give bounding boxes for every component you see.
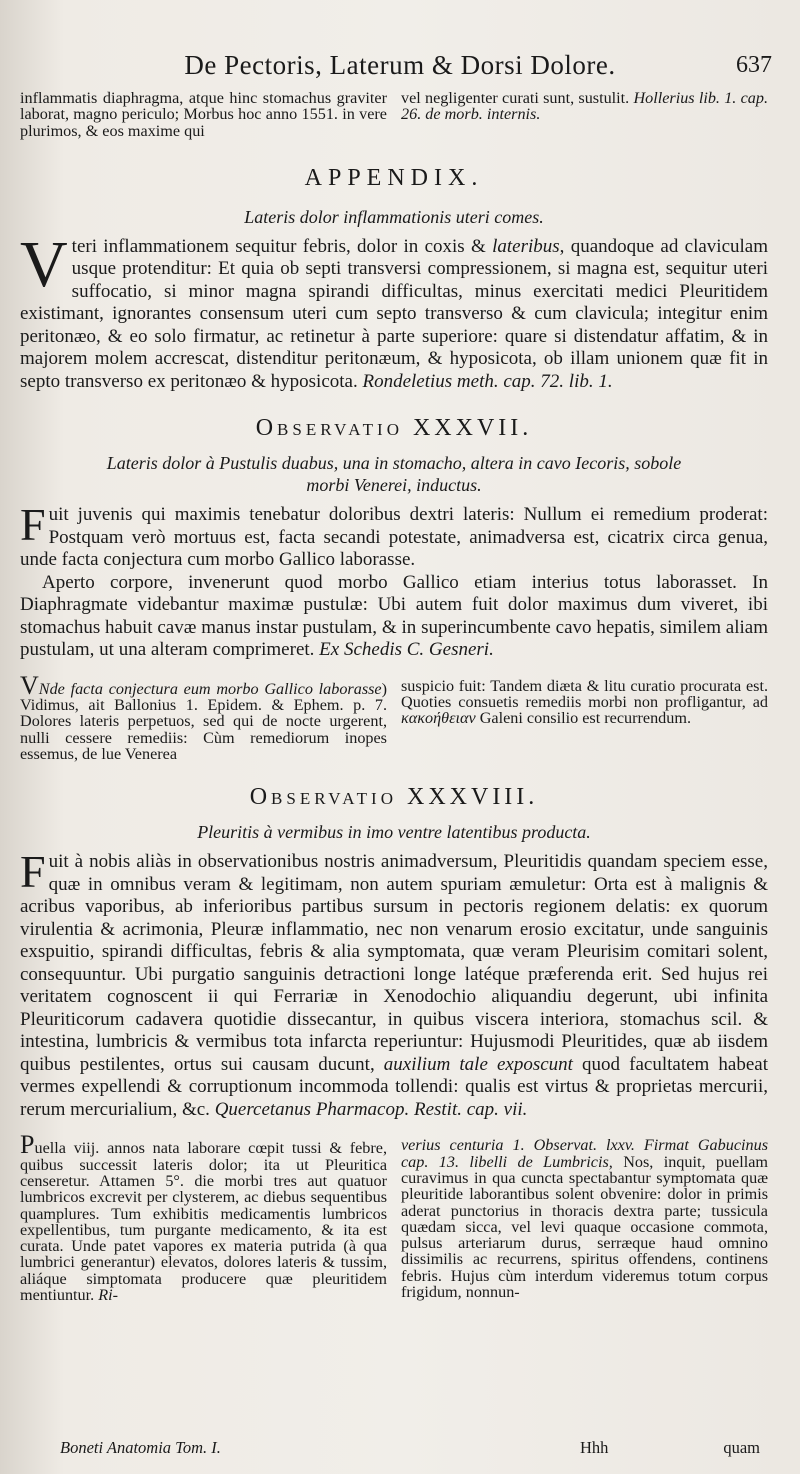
- observation-38-text-b: quod facultatem habeat vermes expellendi & corruptionum incommoda tollendi: qualis est virtus & proprietas mercurii, rerum mercurialium, &c.: [20, 1053, 768, 1120]
- observation-38-heading: Observatio XXXVIII.: [249, 784, 539, 811]
- top-right-text: vel negligenter curati sunt, sustulit.: [401, 89, 630, 107]
- commentary-right-column: [401, 1137, 768, 1303]
- appendix-text-a: teri inflammationem sequitur febris, dolor in coxis &: [71, 235, 486, 257]
- appendix-subtitle: Lateris dolor inflammationis uteri comes.: [244, 206, 544, 227]
- observation-37-text-2: Aperto corpore, invenerunt quod morbo Gallico etiam interius totus laborasset. In Diaphragmate videbantur maximæ pustulæ: Ubi autem fuit dolor maximus dum viveret, ibi stomachus habuit cavæ manus instar pustulam, & in superincumbente cavo hepatis, similem aliam pustulam, ut una alteram comprimeret.: [20, 571, 768, 661]
- observation-37-paragraph-1: [20, 499, 768, 572]
- signature-mark: Hhh: [580, 1438, 609, 1457]
- commentary-left-italic: Nde facta conjectura eum morbo Gallico laborasse: [38, 679, 382, 698]
- commentary-right-text-b: Galeni consilio est recurrendum.: [479, 709, 691, 728]
- drop-cap: F: [20, 499, 46, 551]
- appendix-italic: lateribus: [492, 235, 560, 257]
- observation-38-text-a: uit à nobis aliàs in observationibus nostris animadversum, Pleuritidis quandam speciem esse, quæ in omnibus veram & legitimam, non autem spuriam æmuletur: Orta est à malignis & acribus vaporibus, ab inferioribus partibus sursum in pectoris regionem delatis: ex quorum virulentia & acrimonia, Pleuræ inflammatio, nec non venarum erosio excitatur, unde sanguinis exspuitio, spirandi difficultas, febris & alia symptomata, quæ veram Pleurisim comitari solent, consequuntur. Ubi purgatio sanguinis detractioni longe latéque præferenda erit. Sed hujus rei veritatem cognoscent ii qui Ferrariæ in Xenodochio aliquandiu degerunt, ubi infinita Pleuriticorum cadavera quotidie dissecantur, in quibus viscera interiora, stomachus scil. & intestina, lumbricis & vermibus tota infarcta reperiuntur: Hujusmodi Pleuritides, quæ ab iisdem quibus pestilentes, ortus sui causam ducunt,: [20, 851, 768, 1075]
- page-footer: [60, 1438, 760, 1464]
- appendix-paragraph: [20, 227, 769, 394]
- observation-38-subtitle: Pleuritis à vermibus in imo ventre latentibus producta.: [197, 822, 591, 843]
- commentary-right-text: Nos, inquit, puellam curavimus in qua cuncta spectabantur symptomata quæ pleuritide laborantibus solent obvenire: dolor in primis aderat punctorius in thoracis dextra parte; tussicula quædam sicca, vel levi quaque occasione commota, pulsus arteriarum durus, serræque haud omnino dissimilis ac recurrens, spiritus offendens, continens febris. Hujus cùm interdum videremus totum corpus frigidum, nonnun-: [401, 1152, 769, 1302]
- commentary-right-column: [401, 678, 768, 762]
- running-header: [0, 50, 800, 90]
- drop-cap: P: [20, 1130, 35, 1160]
- top-right-column: [401, 90, 768, 139]
- page-body: [20, 90, 768, 1303]
- citation-hollerius: Hollerius lib. 1. cap. 26. de morb. internis.: [401, 89, 768, 124]
- observation-38-paragraph-1: [20, 846, 768, 1121]
- commentary-left-text: ) Vidimus, ait Ballonius 1. Epidem. & Ephem. p. 7. Dolores lateris perpetuos, sed qui de nocte urgerent, nulli cessere remediis: Cùm remediorum inopes essemus, de lue Venerea: [20, 679, 387, 764]
- footer-book-title: Boneti Anatomia Tom. I.: [60, 1438, 221, 1457]
- observation-38-italic: auxilium tale exposcunt: [383, 1053, 573, 1075]
- citation-quercetanus: Quercetanus Pharmacop. Restit. cap. vii.: [214, 1098, 528, 1120]
- appendix-text-b: , quandoque ad claviculam usque protenditur: Et quia ob septi transversi compressionem, si magna est, sequitur uteri suffocatio, si minor magna spirandi difficultas, minus exercitati medici Pleuritidem existimant, ignorantes consensum uteri cum septo transverso & cum clavicula; integitur enim peritonæo, & eo solo firmatur, ac retinetur à parte superiore: quare si distendatur affatim, & in majorem molem accrescat, distenditur peritonæum, & hyposicota, ob illam unionem quæ fit in septo transverso ex peritonæo & hyposicota.: [20, 235, 769, 392]
- drop-cap: V: [20, 227, 68, 301]
- commentary-left-text: uella viij. annos nata laborare cœpit tussi & febre, quibus successit lateris dolor; ita ut Pleuritica censeretur. Attamen 5°. die morbi tres aut quatuor lumbricos excrevit per clysterem, ac diebus sequentibus quamplures. Tum exhibitis medicamentis lumbricos expellentibus, tum purgante medicamento, & ita est curata. Unde patet vapores ex materia putrida (à qua lumbrici generantur) elevatos, dolores lateris & tussim, aliáque simptomata producere quæ pleuritidem mentiuntur.: [20, 1139, 387, 1305]
- drop-cap: F: [20, 846, 46, 898]
- commentary-right-italic: verius centuria 1. Observat. lxxv. Firmat Gabucinus cap. 13. libelli de Lumbricis,: [401, 1136, 768, 1171]
- appendix-heading: APPENDIX.: [304, 164, 484, 191]
- commentary-right-text-a: suspicio fuit: Tandem diæta & litu curatio procurata est. Quoties consuetis remediis morbi non profligantur, ad: [401, 676, 768, 712]
- observation-38-commentary: [20, 1130, 769, 1305]
- drop-cap: V: [20, 670, 39, 700]
- catchword: quam: [723, 1438, 760, 1457]
- observation-37-commentary: [20, 670, 768, 764]
- citation-rondeletius: Rondeletius meth. cap. 72. lib. 1.: [362, 370, 613, 392]
- citation-gesner: Ex Schedis C. Gesneri.: [319, 639, 494, 661]
- page-number: 637: [736, 52, 772, 78]
- top-left-column: inflammatis diaphragma, atque hinc stomachus graviter laborat, magno periculo; Morbus hoc anno 1551. in vere plurimos, & eos maxime qui: [20, 89, 387, 140]
- observation-37-paragraph-2: [20, 572, 768, 662]
- greek-word: κακοήθειαν: [401, 709, 476, 728]
- observation-37-subtitle-line2: morbi Venerei, inductus.: [306, 475, 482, 496]
- observation-37-subtitle-line1: Lateris dolor à Pustulis duabus, una in stomacho, altera in cavo Iecoris, sobole: [106, 453, 682, 474]
- commentary-left-column: [20, 670, 387, 764]
- observation-37-text-1: uit juvenis qui maximis tenebatur doloribus dextri lateris: Nullum ei remedium proderat: Postquam verò mortuus est, facta secandi potestate, animadversa est, cicatrix circa genua, unde facta conjectura cum morbo Gallico laborasse.: [20, 504, 768, 571]
- commentary-left-cite: Ri-: [98, 1286, 119, 1305]
- top-continuation: [20, 90, 768, 139]
- commentary-left-column: [20, 1130, 387, 1305]
- page-title: De Pectoris, Laterum & Dorsi Dolore.: [184, 50, 616, 80]
- observation-37-heading: Observatio XXXVII.: [255, 415, 533, 442]
